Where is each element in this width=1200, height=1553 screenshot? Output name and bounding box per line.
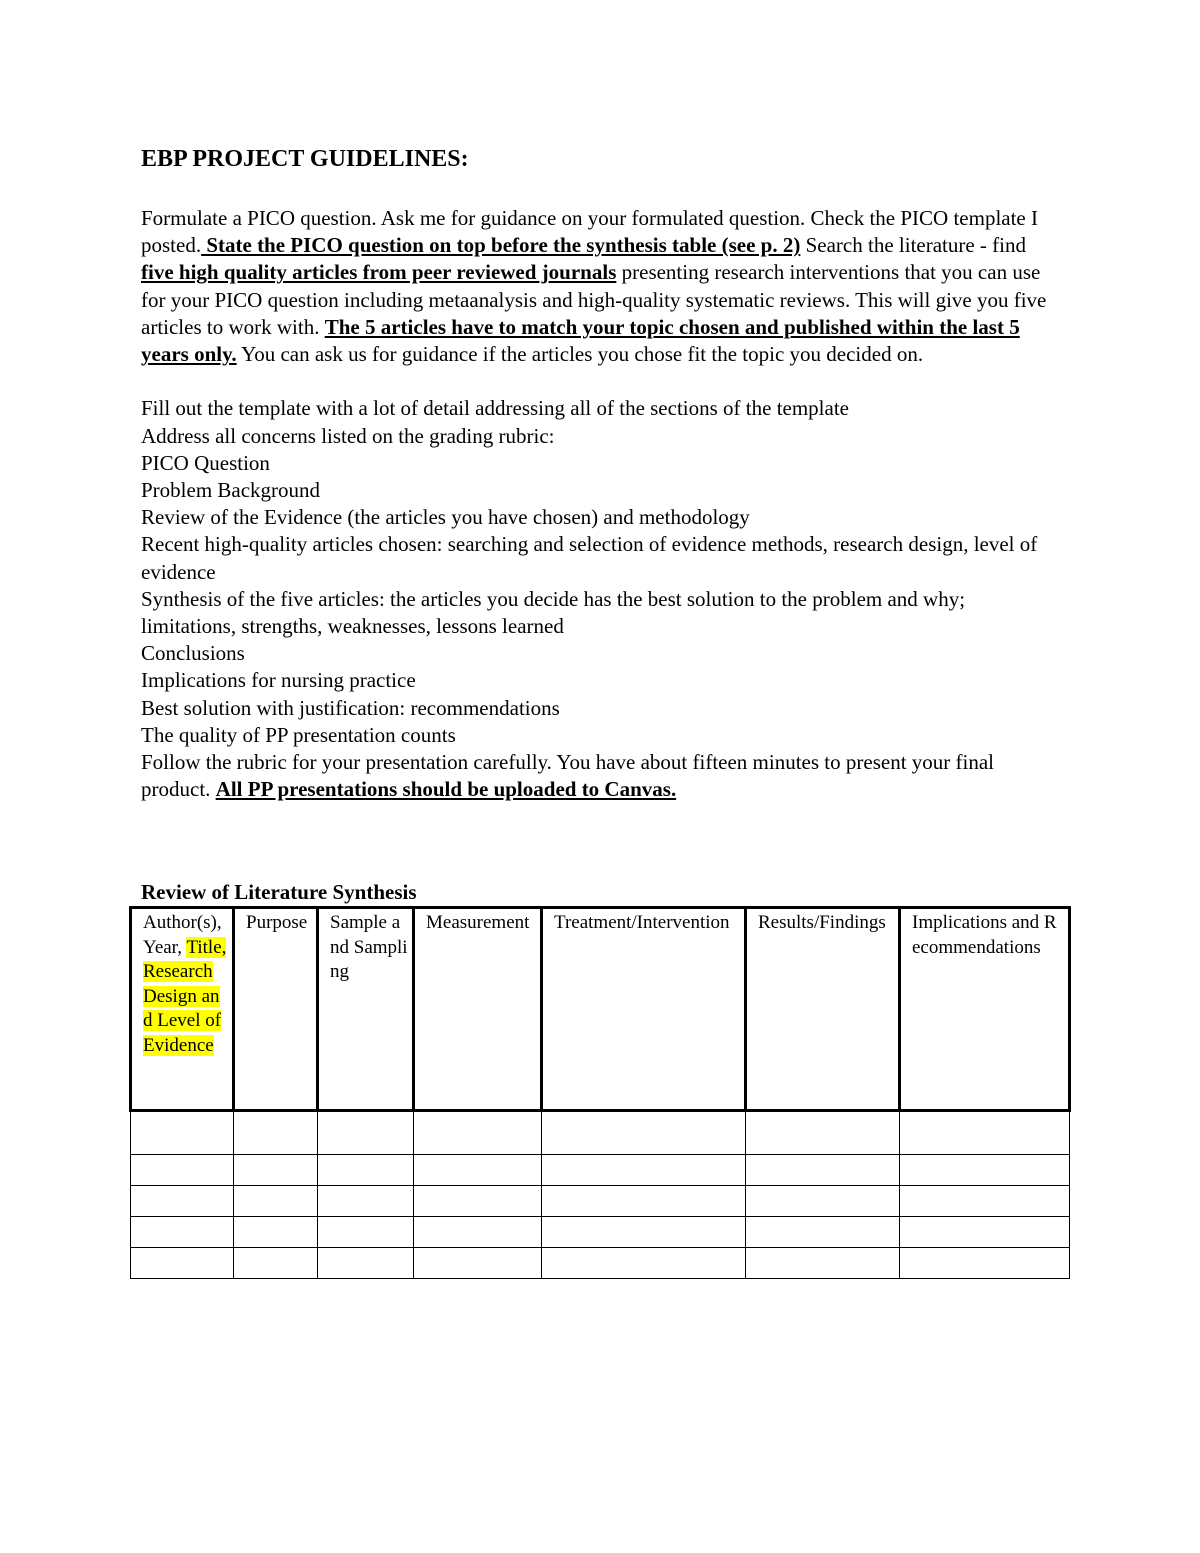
table-cell[interactable] <box>746 1217 900 1248</box>
para-text-3: presenting research interventions that you can use for your PICO question including metaanalysis and high-quality systematic reviews. This will give you five articles to work with. <box>141 260 1047 339</box>
header-author-cell <box>131 908 234 1111</box>
table-cell[interactable] <box>318 1186 414 1217</box>
table-cell[interactable] <box>318 1111 414 1155</box>
table-row <box>131 1155 1070 1186</box>
table-header-row <box>131 908 1070 1111</box>
table-row <box>131 1111 1070 1155</box>
para-text-2: Search the literature - find <box>800 233 1027 258</box>
header-results: Results/Findings <box>746 908 900 1111</box>
list-item: Fill out the template with a lot of detail addressing all of the sections of the template <box>141 396 849 421</box>
table-row <box>131 1248 1070 1279</box>
header-measurement: Measurement <box>414 908 542 1111</box>
presentation-paragraph <box>141 749 1061 803</box>
para-emphasis-match-topic: The 5 articles have to match your topic chosen and published within the last 5 years only. <box>141 314 1020 367</box>
table-cell[interactable] <box>131 1217 234 1248</box>
list-item: Best solution with justification: recommendations <box>141 695 560 720</box>
synthesis-section-title: Review of Literature Synthesis <box>141 880 417 904</box>
header-author-highlight: Title, Research Design and Level of Evidence <box>143 936 227 1056</box>
header-implications: Implications and Recommendations <box>900 908 1070 1111</box>
para-text-4: You can ask us for guidance if the articles you chose fit the topic you decided on. <box>236 342 924 367</box>
table-cell[interactable] <box>131 1111 234 1155</box>
table-cell[interactable] <box>542 1155 746 1186</box>
list-item: Review of the Evidence (the articles you have chosen) and methodology <box>141 505 750 530</box>
table-cell[interactable] <box>318 1248 414 1279</box>
table-cell[interactable] <box>414 1186 542 1217</box>
table-cell[interactable] <box>318 1217 414 1248</box>
table-row <box>131 1186 1070 1217</box>
table-cell[interactable] <box>746 1186 900 1217</box>
table-cell[interactable] <box>414 1248 542 1279</box>
requirements-list <box>141 395 1061 749</box>
table-cell[interactable] <box>234 1186 318 1217</box>
list-item: Recent high-quality articles chosen: searching and selection of evidence methods, research design, level of evidence <box>141 532 1038 584</box>
table-cell[interactable] <box>131 1186 234 1217</box>
para-emphasis-pico-top: State the PICO question on top before the synthesis table (see p. 2) <box>201 233 801 258</box>
table-cell[interactable] <box>542 1248 746 1279</box>
table-cell[interactable] <box>318 1155 414 1186</box>
header-author-text: Author(s), Year, <box>143 912 222 958</box>
para-emphasis-five-articles: five high quality articles from peer reviewed journals <box>141 260 617 285</box>
guidelines-body <box>141 205 1061 803</box>
table-cell[interactable] <box>746 1155 900 1186</box>
table-cell[interactable] <box>234 1111 318 1155</box>
para-text-1: Formulate a PICO question. Ask me for guidance on your formulated question. Check the PICO template I posted. <box>141 206 1038 258</box>
document-title: EBP PROJECT GUIDELINES: <box>141 146 469 172</box>
pico-instructions-paragraph <box>141 205 1061 368</box>
list-item: Implications for nursing practice <box>141 668 416 693</box>
table-cell[interactable] <box>746 1248 900 1279</box>
table-cell[interactable] <box>900 1217 1070 1248</box>
table-cell[interactable] <box>746 1111 900 1155</box>
table-cell[interactable] <box>131 1248 234 1279</box>
table-cell[interactable] <box>900 1111 1070 1155</box>
list-item: Address all concerns listed on the grading rubric: <box>141 423 555 448</box>
header-treatment: Treatment/Intervention <box>542 908 746 1111</box>
table-cell[interactable] <box>234 1217 318 1248</box>
final-text: Follow the rubric for your presentation carefully. You have about fifteen minutes to present your final product. <box>141 750 995 802</box>
table-cell[interactable] <box>542 1111 746 1155</box>
table-cell[interactable] <box>542 1217 746 1248</box>
table-cell[interactable] <box>542 1186 746 1217</box>
table-cell[interactable] <box>900 1155 1070 1186</box>
list-item: Problem Background <box>141 478 321 503</box>
table-cell[interactable] <box>234 1155 318 1186</box>
table-cell[interactable] <box>414 1111 542 1155</box>
list-item: Conclusions <box>141 641 245 666</box>
table-cell[interactable] <box>131 1155 234 1186</box>
table-cell[interactable] <box>234 1248 318 1279</box>
header-sample: Sample and Sampling <box>318 908 414 1111</box>
table-cell[interactable] <box>414 1155 542 1186</box>
final-emphasis-upload: All PP presentations should be uploaded to Canvas. <box>215 777 677 802</box>
table-cell[interactable] <box>900 1186 1070 1217</box>
table-cell[interactable] <box>414 1217 542 1248</box>
table-row <box>131 1217 1070 1248</box>
synthesis-table <box>129 906 1071 1279</box>
paragraph-gap <box>141 368 1061 395</box>
header-purpose: Purpose <box>234 908 318 1111</box>
list-item: The quality of PP presentation counts <box>141 722 456 747</box>
list-item: PICO Question <box>141 450 270 475</box>
list-item: Synthesis of the five articles: the articles you decide has the best solution to the problem and why; limitations, strengths, weaknesses, lessons learned <box>141 586 966 639</box>
table-cell[interactable] <box>900 1248 1070 1279</box>
